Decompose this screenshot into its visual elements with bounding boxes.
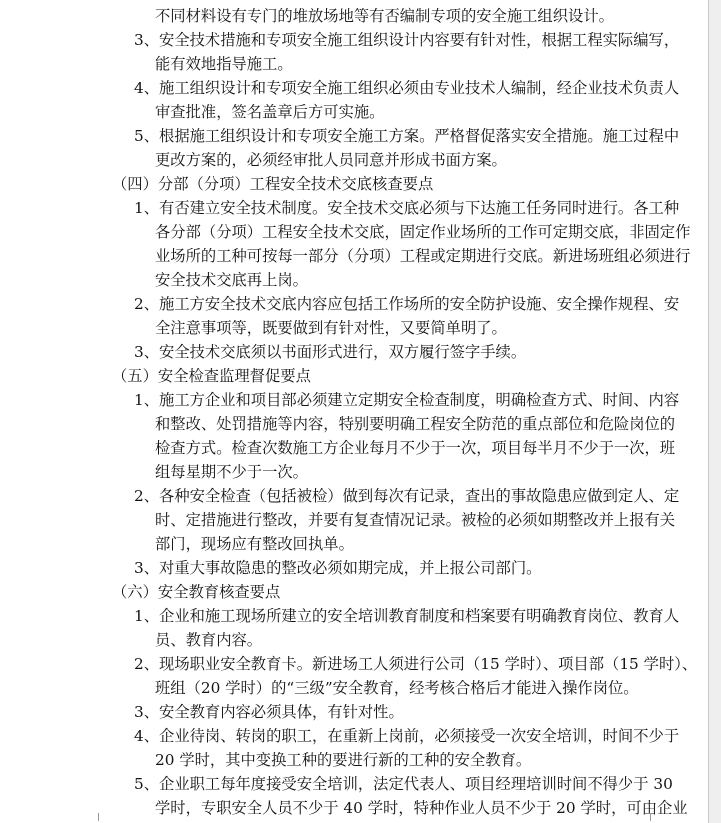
text-line: 2、现场职业安全教育卡。新进场工人须进行公司（15 学时）、项目部（15 学时）、 [134, 655, 698, 673]
text-line: 3、安全技术交底须以书面形式进行，双方履行签字手续。 [134, 343, 527, 361]
text-line: 2、施工方安全技术交底内容应包括工作场所的安全防护设施、安全操作规程、安 [134, 295, 680, 313]
text-line: 员、教育内容。 [155, 631, 263, 649]
text-line: 班组（20 学时）的“三级”安全教育，经考核合格后才能进入操作岗位。 [155, 679, 639, 697]
text-line: 和整改、处罚措施等内容，特别要明确工程安全防范的重点部位和危险岗位的 [155, 415, 676, 433]
text-line: 安全技术交底再上岗。 [155, 271, 308, 289]
text-line: 更改方案的，必须经审批人员同意并形成书面方案。 [155, 151, 507, 169]
text-line: 1、有否建立安全技术制度。安全技术交底必须与下达施工任务同时进行。各工种 [134, 199, 680, 217]
text-line: 不同材料设有专门的堆放场地等有否编制专项的安全施工组织设计。 [155, 7, 614, 25]
text-line: 3、安全技术措施和专项安全施工组织设计内容要有针对性，根据工程实际编写， [134, 31, 680, 49]
text-line: 审查批准，签名盖章后方可实施。 [155, 103, 385, 121]
text-line: 时、定措施进行整改，并要有复查情况记录。被检的必须如期整改并上报有关 [155, 511, 676, 529]
section-heading: （五）安全检查监理督促要点 [112, 367, 311, 385]
margin-corner-mark [88, 813, 99, 821]
text-line: 检查方式。检查次数施工方企业每月不少于一次，项目每半月不少于一次，班 [155, 439, 676, 457]
text-line: 1、施工方企业和项目部必须建立定期安全检查制度，明确检查方式、时间、内容 [134, 391, 680, 409]
section-heading: （四）分部（分项）工程安全技术交底核查要点 [112, 175, 434, 193]
text-line: 4、施工组织设计和专项安全施工组织必须由专业技术人编制，经企业技术负责人 [134, 79, 680, 97]
text-line: 业场所的工种可按每一部分（分项）工程或定期进行交底。新进场班组必须进行 [155, 247, 691, 265]
text-line: 组每星期不少于一次。 [155, 463, 308, 481]
text-line: 部门，现场应有整改回执单。 [155, 535, 354, 553]
text-line: 3、安全教育内容必须具体，有针对性。 [134, 703, 404, 721]
text-line: 1、企业和施工现场所建立的安全培训教育制度和档案要有明确教育岗位、教育人 [134, 607, 680, 625]
text-line: 4、企业待岗、转岗的职工，在重新上岗前，必须接受一次安全培训，时间不少于 [134, 727, 680, 745]
text-line: 5、企业职工每年度接受安全培训，法定代表人、项目经理培训时间不得少于 30 [134, 775, 673, 793]
text-line: 5、根据施工组织设计和专项安全施工方案。严格督促落实安全措施。施工过程中 [134, 127, 680, 145]
window-edge-strip [709, 0, 721, 823]
text-line: 2、各种安全检查（包括被检）做到每次有记录，查出的事故隐患应做到定人、定 [134, 487, 680, 505]
text-line: 各分部（分项）工程安全技术交底，固定作业场所的工作可定期交底，非固定作 [155, 223, 691, 241]
text-line: 能有效地指导施工。 [155, 55, 293, 73]
text-line: 学时，专职安全人员不少于 40 学时，特种作业人员不少于 20 学时，可由企业 [155, 799, 688, 817]
text-line: 3、对重大事故隐患的整改必须如期完成，并上报公司部门。 [134, 559, 542, 577]
margin-corner-mark [650, 813, 661, 821]
section-heading: （六）安全教育核查要点 [112, 583, 281, 601]
text-line: 20 学时，其中变换工种的要进行新的工种的安全教育。 [155, 751, 532, 769]
text-line: 全注意事项等，既要做到有针对性，又要简单明了。 [155, 319, 507, 337]
